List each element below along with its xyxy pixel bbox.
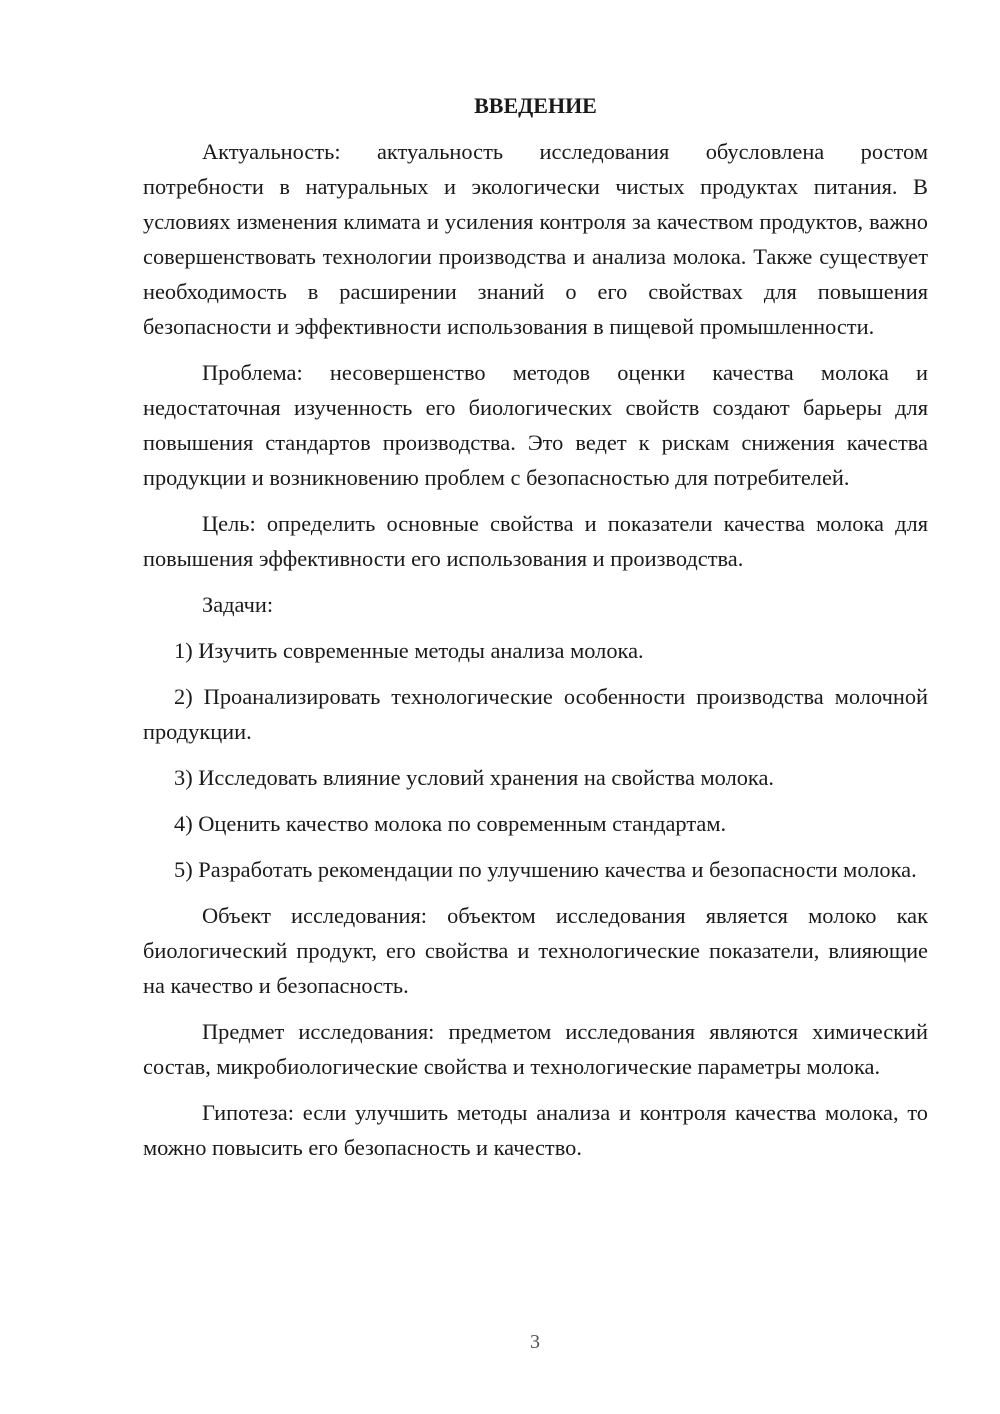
subject-paragraph: Предмет исследования: предметом исследования являются химический состав, микробиологические свойства и технологические параметры молока.	[143, 1019, 928, 1079]
task-item: 4) Оценить качество молока по современным стандартам.	[174, 811, 727, 836]
task-item: 3) Исследовать влияние условий хранения на свойства молока.	[174, 765, 775, 790]
relevance-paragraph: Актуальность: актуальность исследования обусловлена ростом потребности в натуральных и экологически чистых продуктах питания. В условиях изменения климата и усиления контроля за качеством продуктов, важно совершенствовать технологии производства и анализа молока. Также существует необходимость в расширении знаний о его свойствах для повышения безопасности и эффективности использования в пищевой промышленности.	[143, 139, 928, 339]
hypothesis-paragraph: Гипотеза: если улучшить методы анализа и контроля качества молока, то можно повысить его безопасность и качество.	[143, 1100, 928, 1160]
problem-paragraph: Проблема: несовершенство методов оценки качества молока и недостаточная изученность его биологических свойств создают барьеры для повышения стандартов производства. Это ведет к рискам снижения качества продукции и возникновению проблем с безопасностью для потребителей.	[143, 360, 928, 490]
object-paragraph: Объект исследования: объектом исследования является молоко как биологический продукт, его свойства и технологические показатели, влияющие на качество и безопасность.	[143, 903, 928, 998]
task-item: 1) Изучить современные методы анализа молока.	[174, 638, 644, 663]
section-title: ВВЕДЕНИЕ	[474, 93, 597, 118]
page-number: 3	[530, 1331, 540, 1353]
tasks-heading: Задачи:	[202, 592, 274, 617]
task-item: 2) Проанализировать технологические особенности производства молочной продукции.	[143, 684, 928, 744]
goal-paragraph: Цель: определить основные свойства и показатели качества молока для повышения эффективности его использования и производства.	[143, 511, 928, 571]
document-page	[143, 88, 928, 1165]
task-item: 5) Разработать рекомендации по улучшению качества и безопасности молока.	[174, 857, 917, 882]
